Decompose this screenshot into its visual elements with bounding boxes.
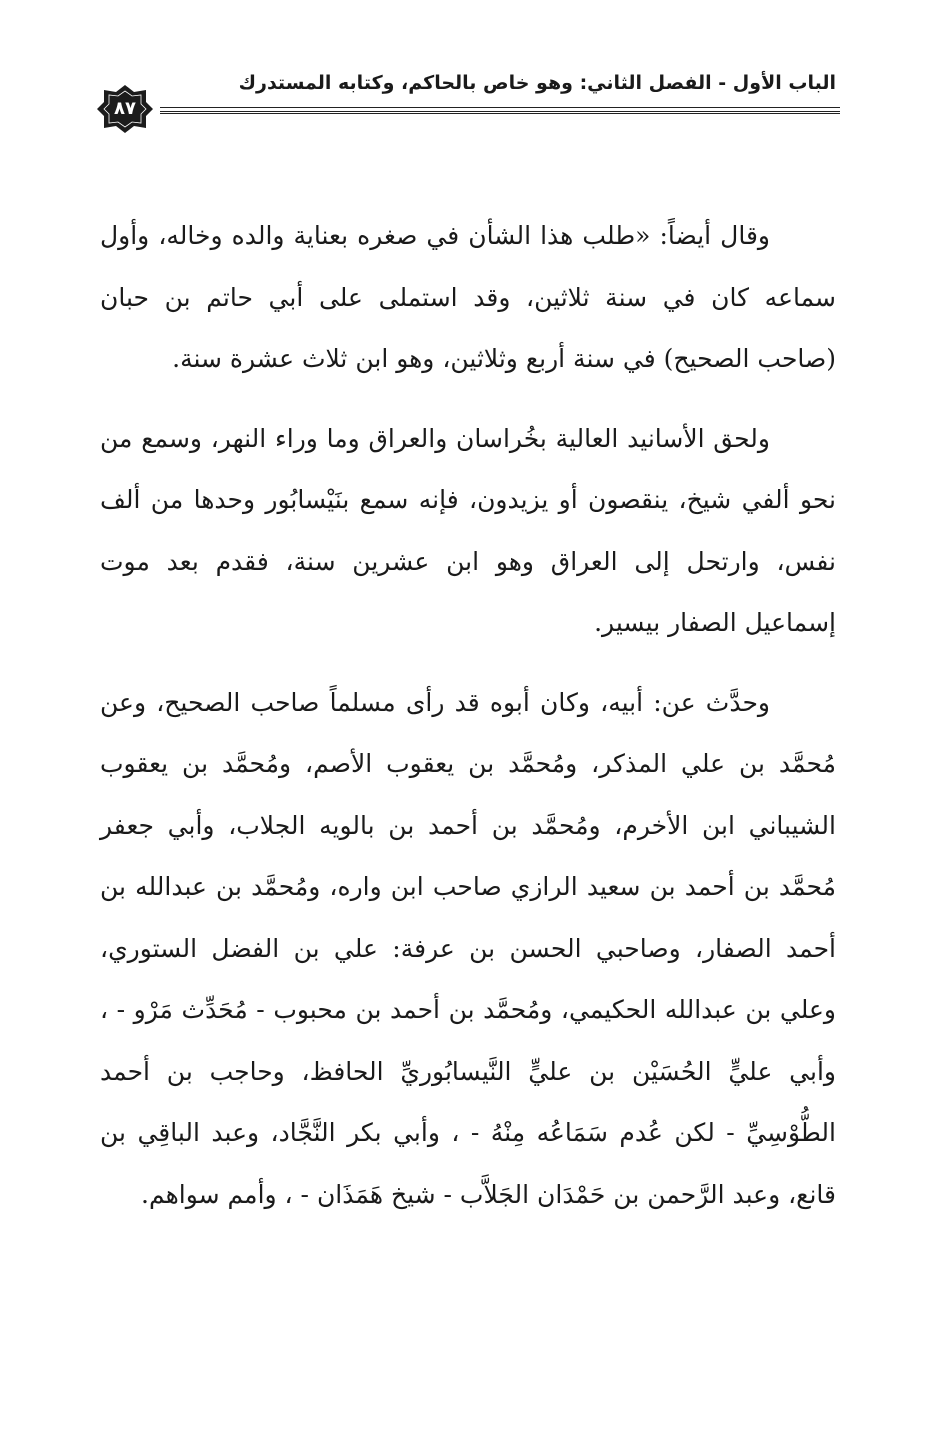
header-rule — [160, 107, 840, 108]
running-header: الباب الأول - الفصل الثاني: وهو خاص بالحاكم، وكتابه المستدرك — [238, 72, 836, 94]
paragraph: ولحق الأسانيد العالية بخُراسان والعراق وما وراء النهر، وسمع من نحو ألفي شيخ، ينقصون أو يزيدون، فإنه سمع بنَيْسابُور وحدها من ألف نفس، وارتحل إلى العراق وهو ابن عشرين سنة، فقدم بعد موت إسماعيل الصفار بيسير. — [100, 423, 836, 637]
header-double-rule — [160, 111, 840, 114]
page-number-badge — [96, 84, 154, 134]
page-number: ٨٧ — [114, 98, 136, 119]
paragraph: وقال أيضاً: «طلب هذا الشأن في صغره بعناية والده وخاله، وأول سماعه كان في سنة ثلاثين، وقد استملى على أبي حاتم بن حبان (صاحب الصحيح) في سنة أربع وثلاثين، وهو ابن ثلاث عشرة سنة. — [100, 221, 836, 373]
main-text — [100, 205, 836, 1225]
paragraph: وحدَّث عن: أبيه، وكان أبوه قد رأى مسلماً صاحب الصحيح، وعن مُحمَّد بن علي المذكر، ومُحمَّد بن يعقوب الأصم، ومُحمَّد بن يعقوب الشيباني ابن الأخرم، ومُحمَّد بن أحمد بن بالويه الجلاب، وأبي جعفر مُحمَّد بن أحمد بن سعيد الرازي صاحب ابن واره، ومُحمَّد بن عبدالله بن أحمد الصفار، وصاحبي الحسن بن عرفة: علي بن الفضل الستوري، وعلي بن عبدالله الحكيمي، ومُحمَّد بن أحمد بن محبوب - مُحَدِّث مَرْو - ، وأبي عليٍّ الحُسَيْن بن عليٍّ النَّيسابُوريِّ الحافظ، وحاجب بن أحمد الطُّوْسِيِّ - لكن عُدم سَمَاعُه مِنْهُ - ، وأبي بكر النَّجَّاد، وعبد الباقِي بن قانع، وعبد الرَّحمن بن حَمْدَان الجَلاَّب - شيخ هَمَذَان - ، وأمم سواهم. — [100, 687, 836, 1209]
